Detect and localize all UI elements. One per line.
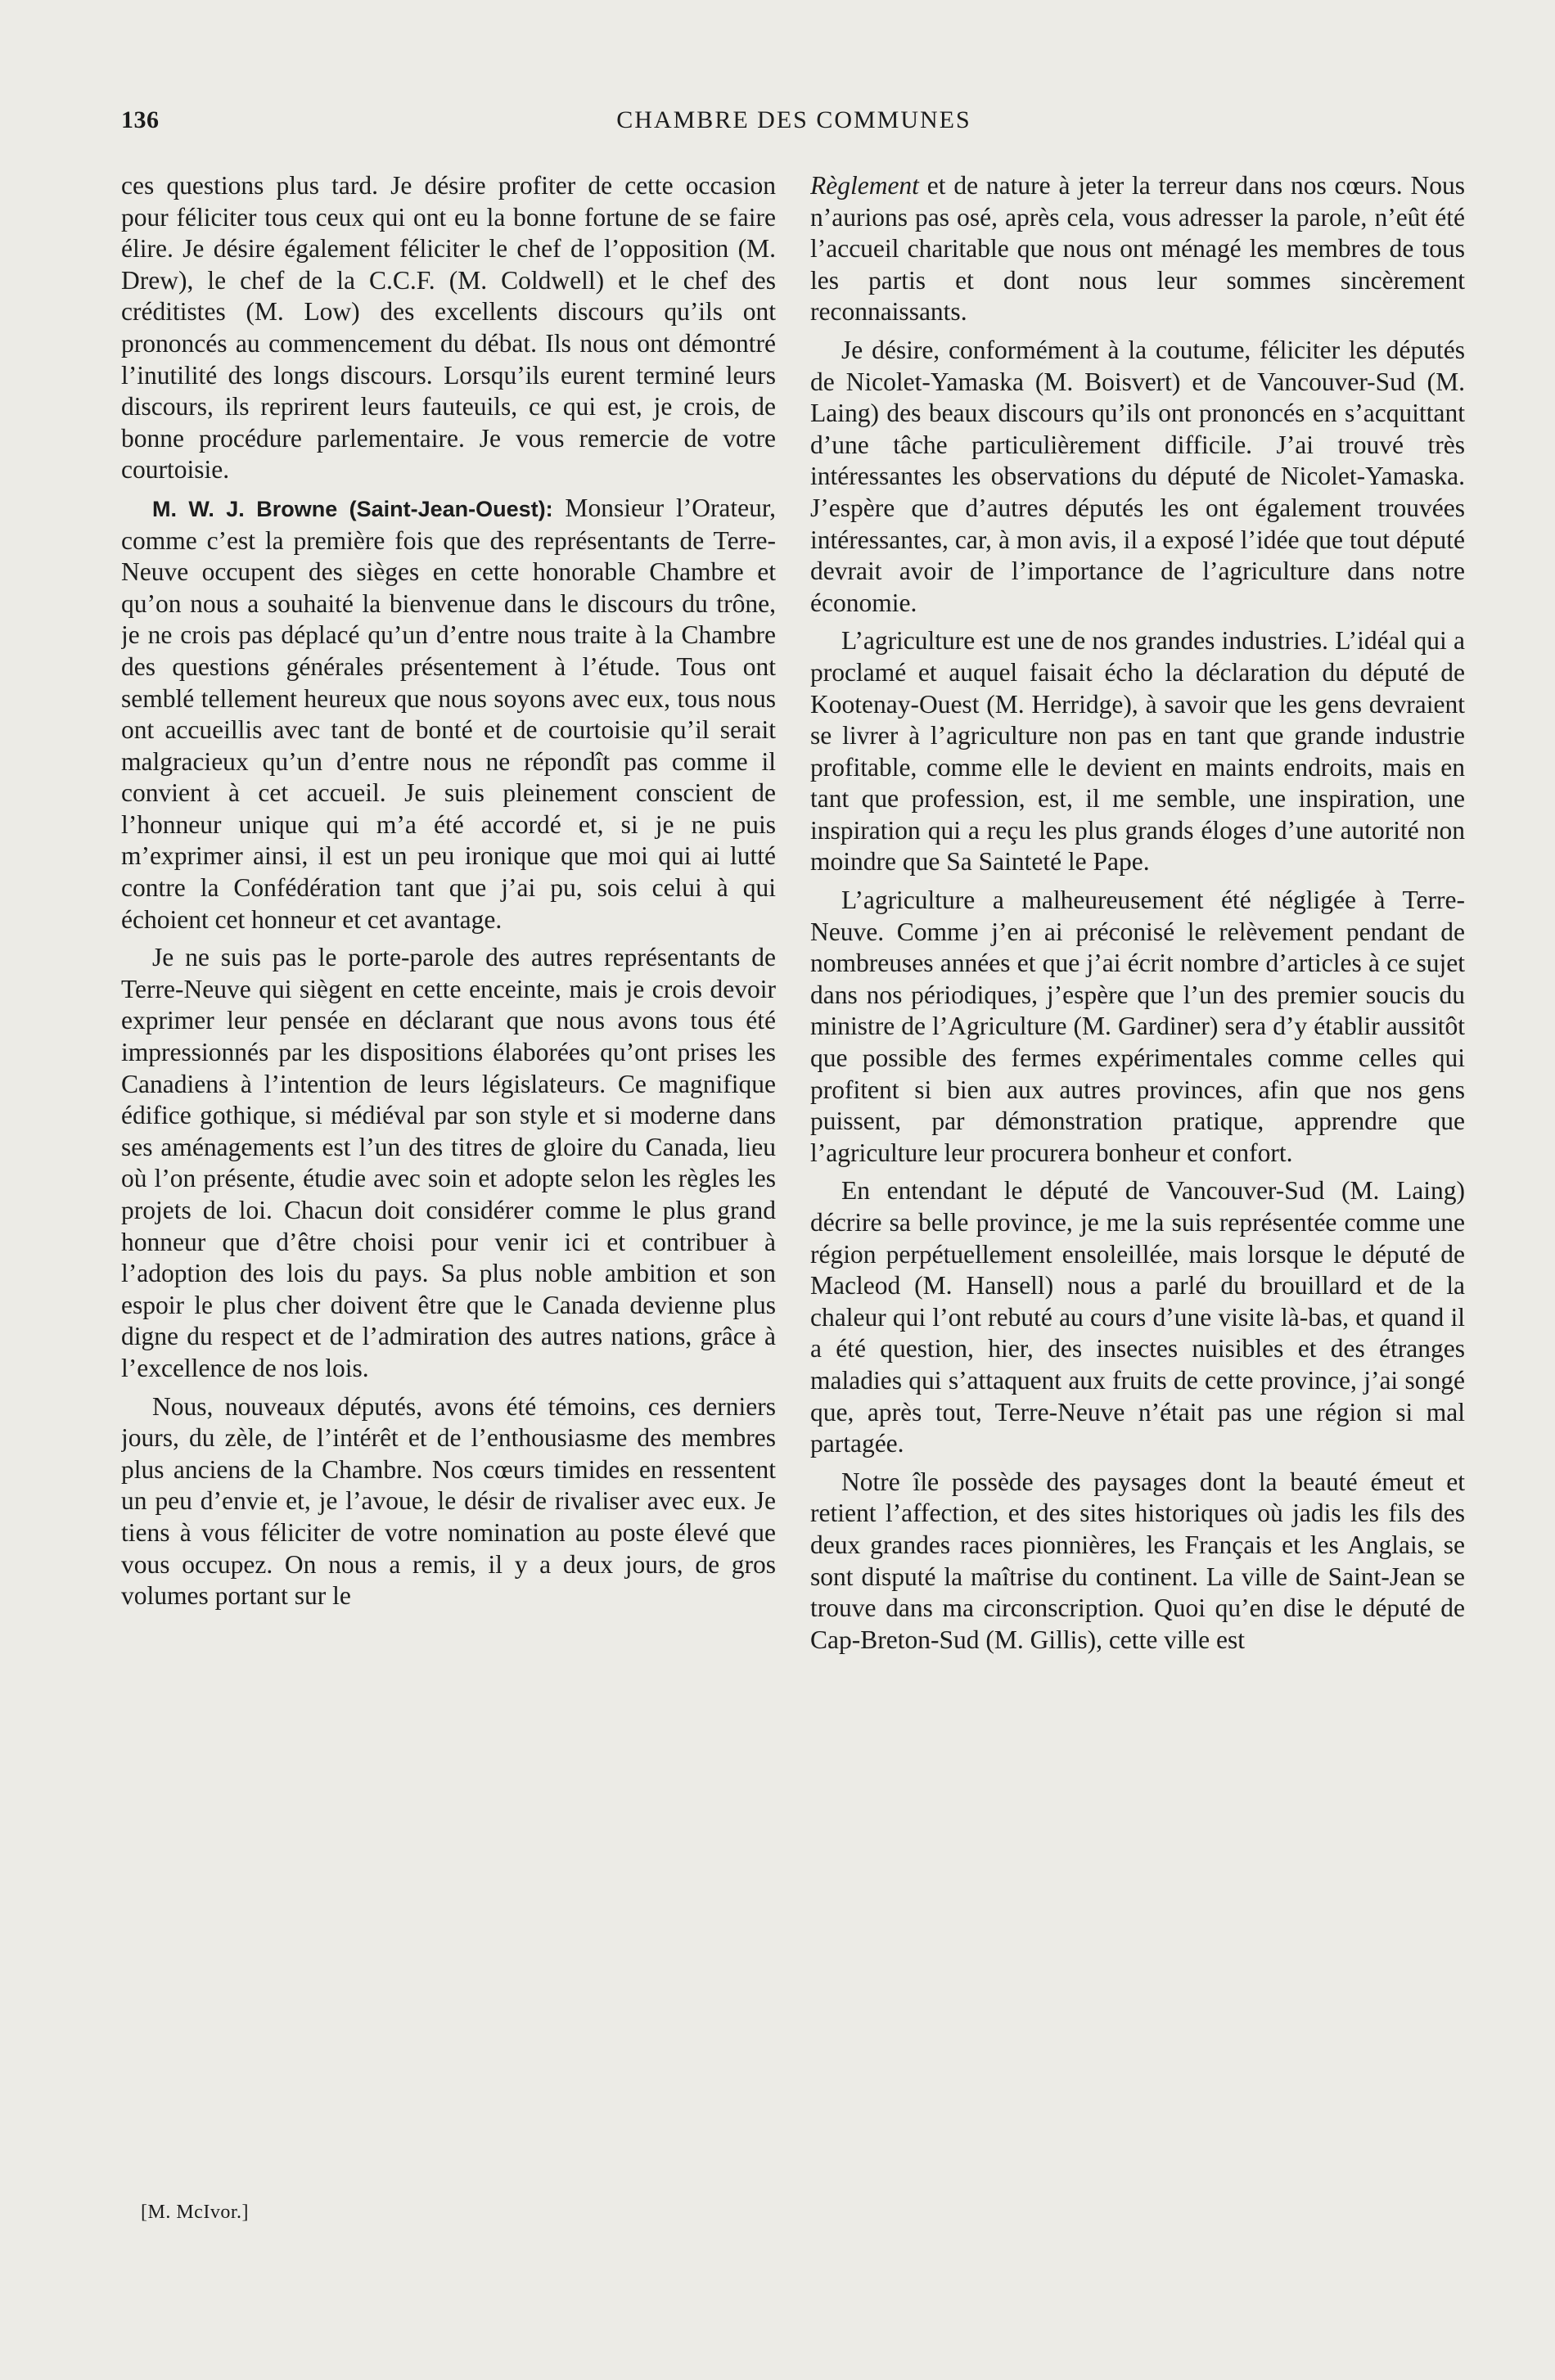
running-head bbox=[121, 106, 1467, 142]
speaker-name: M. W. J. Browne (Saint-Jean-Ouest): bbox=[152, 496, 553, 521]
paragraph: Je ne suis pas le porte-parole des autres représentants de Terre-Neuve qui siègent en cette enceinte, mais je crois devoir exprimer leur pensée en déclarant que nous avons tous été impressionnés par les dispositions élaborées qu’ont prises les Canadiens à l’intention de leurs législateurs. Ce magnifique édifice gothique, si médiéval par son style et si moderne dans ses aménagements est l’un des titres de gloire du Canada, lieu où l’on présente, étudie avec soin et adopte selon les règles les projets de loi. Chacun doit considérer comme le plus grand honneur que d’être choisi pour venir ici et contribuer à l’adoption des lois du pays. Sa plus noble ambition et son espoir le plus cher doivent être que le Canada devienne plus digne du respect et de l’admiration des autres nations, grâce à l’excellence de nos lois. bbox=[121, 943, 776, 1382]
paragraph-text: et de nature à jeter la terreur dans nos cœurs. Nous n’aurions pas osé, après cela, vous adresser la parole, n’eût été l’accueil charitable que nous ont ménagé les membres de tous les partis et dont nous leur sommes sincèrement reconnaissants. bbox=[810, 171, 1465, 327]
paragraph: ces questions plus tard. Je désire profiter de cette occasion pour féliciter tous ceux qui ont eu la bonne fortune de se faire élire. Je désire également féliciter le chef de l’opposition (M. Drew), le chef de la C.C.F. (M. Coldwell) et le chef des créditistes (M. Low) des excellents discours qu’ils ont prononcés au commencement du débat. Ils nous ont démontré l’inutilité des longs discours. Lorsqu’ils eurent terminé leurs discours, ils reprirent leurs fauteuils, ce qui est, je crois, de bonne procédure parlementaire. Je vous remercie de votre courtoisie. bbox=[121, 171, 776, 485]
page-number: 136 bbox=[121, 106, 160, 133]
journal-title: CHAMBRE DES COMMUNES bbox=[616, 106, 971, 133]
paragraph: L’agriculture est une de nos grandes industries. L’idéal qui a proclamé et auquel faisait écho la déclaration du député de Kootenay-Ouest (M. Herridge), à savoir que les gens devraient se livrer à l’agriculture non pas en tant que grande industrie profitable, comme elle le devient en maints endroits, mais en tant que profession, est, il me semble, une inspiration, une inspiration qui a reçu les plus grands éloges d’une autorité non moindre que Sa Sainteté le Pape. bbox=[810, 626, 1465, 877]
paragraph bbox=[810, 170, 1465, 328]
paragraph: Je désire, conformément à la coutume, féliciter les députés de Nicolet-Yamaska (M. Boisvert) et de Vancouver-Sud (M. Laing) des beaux discours qu’ils ont prononcés en s’acquittant d’une tâche particulièrement difficile. J’ai trouvé très intéressantes les observations du député de Nicolet-Yamaska. J’espère que d’autres députés les ont également trouvées intéressantes, car, à mon avis, il a exposé l’idée que tout député devrait avoir de l’importance de l’agriculture dans notre économie. bbox=[810, 335, 1465, 617]
paragraph: Notre île possède des paysages dont la beauté émeut et retient l’affection, et des sites historiques où jadis les fils des deux grandes races pionnières, les Français et les Anglais, se sont disputé la maîtrise du continent. La ville de Saint-Jean se trouve dans ma circonscription. Quoi qu’en dise le député de Cap-Breton-Sud (M. Gillis), cette ville est bbox=[810, 1467, 1465, 1654]
left-column bbox=[121, 170, 776, 2192]
speaker-footnote: [M. McIvor.] bbox=[141, 2202, 249, 2223]
right-column bbox=[810, 170, 1465, 2192]
paragraph: En entendant le député de Vancouver-Sud (M. Laing) décrire sa belle province, je me la suis représentée comme une région perpétuellement ensoleillée, mais lorsque le député de Macleod (M. Hansell) nous a parlé du brouillard et de la chaleur qui l’ont rebuté au cours d’une visite là-bas, et quand il a été question, hier, des insectes nuisibles et des étranges maladies qui s’attaquent aux fruits de cette province, j’ai songé que, après tout, Terre-Neuve n’était pas une région si mal partagée. bbox=[810, 1176, 1465, 1458]
paragraph: Nous, nouveaux députés, avons été témoins, ces derniers jours, du zèle, de l’intérêt et de l’enthousiasme des membres plus anciens de la Chambre. Nos cœurs timides en ressentent un peu d’envie et, je l’avoue, le désir de rivaliser avec eux. Je tiens à vous féliciter de votre nomination au poste élevé que vous occupez. On nous a remis, il y a deux jours, de gros volumes portant sur le bbox=[121, 1391, 776, 1611]
speech-paragraph bbox=[121, 493, 776, 935]
text-columns bbox=[121, 170, 1467, 2192]
paragraph: L’agriculture a malheureusement été négligée à Terre-Neuve. Comme j’en ai préconisé le relèvement pendant de nombreuses années et que j’ai écrit nombre d’articles à ce sujet dans nos périodiques, j’espère que l’un des premier soucis du ministre de l’Agriculture (M. Gardiner) sera d’y établir aussitôt que possible des fermes expérimentales comme celles qui profitent si bien aux autres provinces, afin que nos gens puissent, par démonstration pratique, apprendre que l’agriculture leur procurera bonheur et confort. bbox=[810, 886, 1465, 1167]
speech-text: Monsieur l’Orateur, comme c’est la première fois que des représentants de Terre-Neuve occupent des sièges en cette honorable Chambre et qu’on nous a souhaité la bienvenue dans le discours du trône, je ne crois pas déplacé qu’un d’entre nous traite à la Chambre des questions générales présentement à l’étude. Tous ont semblé tellement heureux que nous soyons avec eux, tous nous ont accueillis avec tant de bonté et de courtoisie qu’il serait malgracieux qu’un d’entre nous ne répondît pas comme il convient à cet accueil. Je suis pleinement conscient de l’honneur unique qui m’a été accordé et, si je ne puis m’exprimer ainsi, il est un peu ironique que moi qui ai lutté contre la Confédération tant que j’ai pu, sois celui à qui échoient cet honneur et cet avantage. bbox=[121, 493, 776, 934]
italic-term: Règlement bbox=[810, 171, 919, 200]
